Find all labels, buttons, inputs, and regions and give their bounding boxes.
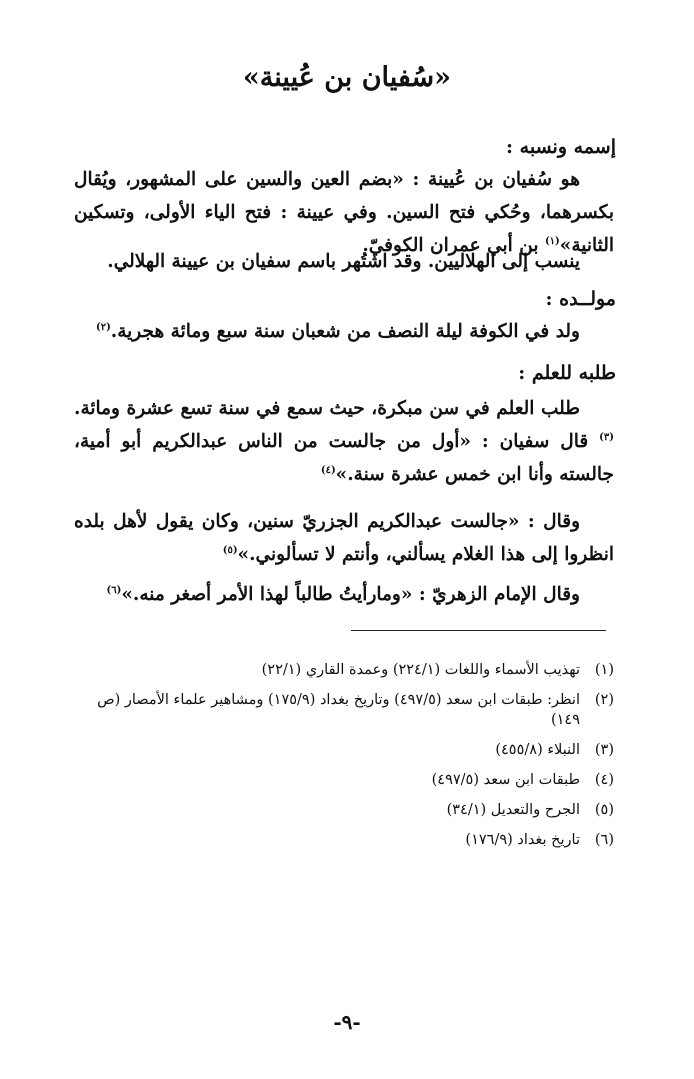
paragraph-study-1-a: طلب العلم في سن مبكرة، حيث سمع في سنة تسع عشرة ومائة. bbox=[74, 398, 580, 419]
paragraph-study-3 bbox=[74, 578, 614, 611]
page-number: -٩- bbox=[333, 1010, 361, 1034]
footnotes-list bbox=[69, 660, 614, 860]
heading-name-lineage: إسمه ونسبه : bbox=[506, 136, 616, 158]
paragraph-study-1 bbox=[74, 392, 614, 491]
heading-study: طلبه للعلم : bbox=[518, 362, 616, 384]
paragraph-study-2 bbox=[74, 505, 614, 571]
footnote-item bbox=[69, 690, 614, 730]
footnote-item bbox=[69, 660, 614, 680]
heading-birth: مولــده : bbox=[545, 288, 616, 310]
paragraph-name-text: هو سُفيان بن عُيينة : «بضم العين والسين على المشهور، ويُقال بكسرهما، وحُكي فتح السين. وفي عيينة : فتح الياء الأولى، وتسكين الثانية» bbox=[74, 169, 614, 256]
footnote-divider bbox=[351, 630, 606, 631]
footnote-number: (١) bbox=[594, 662, 614, 678]
paragraph-birth-text: ولد في الكوفة ليلة النصف من شعبان سنة سبع ومائة هجرية. bbox=[110, 321, 580, 342]
paragraph-study-3-text: وقال الإمام الزهريّ : «ومارأيتُ طالباً لهذا الأمر أصغر منه.» bbox=[121, 584, 580, 605]
page-title: «سُفيان بن عُيينة» bbox=[242, 62, 452, 93]
footnote-text: طبقات ابن سعد (٤٩٧/٥) bbox=[431, 772, 580, 788]
paragraph-lineage: ينسب إلى الهلاليين. وقد اشتُهر باسم سفيان بن عيينة الهلالي. bbox=[107, 251, 580, 272]
footnote-number: (٦) bbox=[594, 832, 614, 848]
footnote-text: تهذيب الأسماء واللغات (٢٢٤/١) وعمدة القاري (٢٢/١) bbox=[261, 662, 580, 678]
footnote-item bbox=[69, 740, 614, 760]
footnote-number: (٢) bbox=[594, 692, 614, 708]
footnote-ref-5: (٥) bbox=[222, 544, 238, 556]
footnote-text: الجرح والتعديل (٣٤/١) bbox=[446, 802, 580, 818]
paragraph-birth bbox=[74, 315, 614, 348]
footnote-item bbox=[69, 770, 614, 790]
footnote-number: (٥) bbox=[594, 802, 614, 818]
footnote-item bbox=[69, 830, 614, 850]
paragraph-study-2-text: وقال : «جالست عبدالكريم الجزريّ سنين، وكان يقول لأهل بلده انظروا إلى هذا الغلام يسألني، وأنتم لا تسألوني.» bbox=[74, 511, 614, 565]
paragraph-study-1-b: قال سفيان : «أول من جالست من الناس عبدالكريم أبو أمية، جالسته وأنا ابن خمس عشرة سنة.» bbox=[74, 431, 614, 485]
footnote-ref-3: (٣) bbox=[599, 431, 614, 443]
footnote-item bbox=[69, 800, 614, 820]
footnote-text: النبلاء (٤٥٥/٨) bbox=[495, 742, 580, 758]
footnote-ref-1: (١) bbox=[544, 235, 560, 247]
footnote-text: انظر: طبقات ابن سعد (٤٩٧/٥) وتاريخ بغداد (١٧٥/٩) ومشاهير علماء الأمصار (ص ١٤٩) bbox=[97, 692, 580, 728]
footnote-ref-6: (٦) bbox=[106, 584, 122, 596]
paragraph-name-tail: بن أبي عمران الكوفيّ. bbox=[362, 235, 545, 256]
footnote-ref-2: (٢) bbox=[95, 321, 111, 333]
footnote-number: (٤) bbox=[594, 772, 614, 788]
footnote-number: (٣) bbox=[594, 742, 614, 758]
footnote-text: تاريخ بغداد (١٧٦/٩) bbox=[465, 832, 580, 848]
footnote-ref-4: (٤) bbox=[320, 464, 336, 476]
